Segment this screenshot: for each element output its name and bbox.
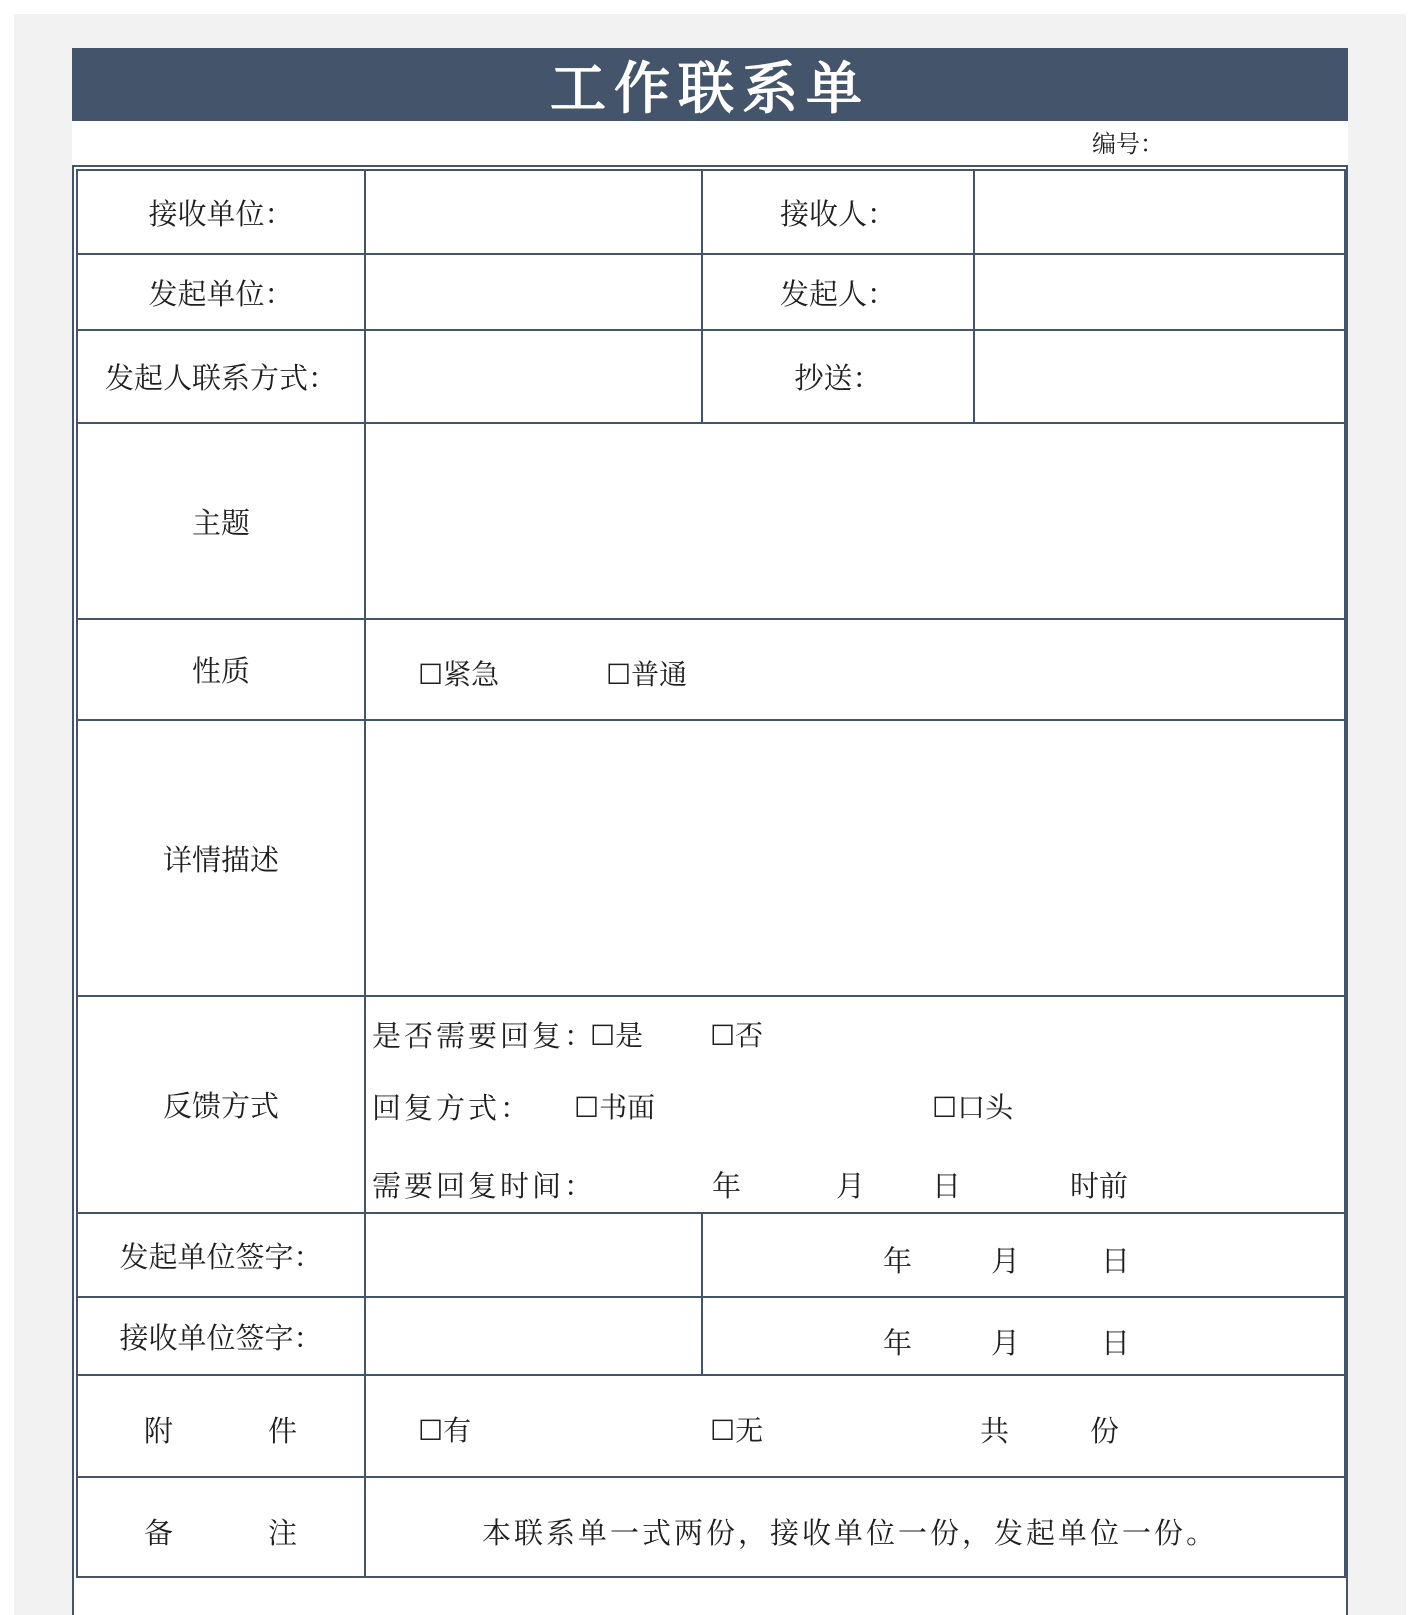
receiver-field[interactable] (974, 170, 1345, 254)
sender-contact-label: 发起人联系方式： (77, 330, 365, 423)
attachment-options (365, 1375, 1345, 1477)
nature-label: 性质 (77, 619, 365, 720)
attachment-total: 共 (980, 1414, 1010, 1448)
form-title: 工作联系单 (72, 48, 1348, 121)
row-receiver (77, 170, 1345, 254)
remark-label-2: 注 (268, 1516, 298, 1550)
row-attachment (77, 1375, 1345, 1477)
reply-time-before: 时前 (1070, 1169, 1129, 1203)
row-remark (77, 1477, 1345, 1577)
receiver-sign-month: 月 (991, 1326, 1021, 1360)
sender-contact-field[interactable] (365, 330, 702, 423)
row-nature (77, 619, 1345, 720)
receiver-sign-day: 日 (1101, 1326, 1131, 1360)
sender-sign-year: 年 (883, 1244, 913, 1278)
receiver-sign-year: 年 (883, 1326, 913, 1360)
reply-oral-checkbox[interactable]: ☐口头 (932, 1091, 1014, 1124)
receiver-label: 接收人： (702, 170, 974, 254)
row-receiver-sign (77, 1297, 1345, 1375)
receiver-sign-field[interactable] (365, 1297, 702, 1375)
attachment-no-checkbox[interactable]: ☐无 (710, 1414, 764, 1447)
form-table (76, 169, 1346, 1578)
nature-urgent-checkbox[interactable]: ☐紧急 (418, 658, 500, 691)
number-label: 编号： (1092, 130, 1164, 158)
sender-unit-label: 发起单位： (77, 254, 365, 330)
receiver-unit-label: 接收单位： (77, 170, 365, 254)
attachment-label-1: 附 (144, 1414, 174, 1448)
remark-label-1: 备 (144, 1516, 174, 1550)
detail-label: 详情描述 (77, 720, 365, 996)
remark-label (77, 1477, 365, 1577)
receiver-sign-date (702, 1297, 1345, 1375)
need-reply-label: 是否需要回复： (372, 1019, 597, 1053)
cc-label: 抄送： (702, 330, 974, 423)
sender-field[interactable] (974, 254, 1345, 330)
feedback-options (365, 996, 1345, 1213)
row-subject (77, 423, 1345, 619)
cc-field[interactable] (974, 330, 1345, 423)
attachment-copies: 份 (1090, 1414, 1120, 1448)
feedback-label: 反馈方式 (77, 996, 365, 1213)
row-detail (77, 720, 1345, 996)
remark-text: 本联系单一式两份，接收单位一份，发起单位一份。 (482, 1516, 1219, 1550)
sender-sign-month: 月 (991, 1244, 1021, 1278)
reply-time-label: 需要回复时间： (372, 1169, 597, 1203)
row-contact (77, 330, 1345, 423)
sender-label: 发起人： (702, 254, 974, 330)
nature-normal-checkbox[interactable]: ☐普通 (606, 658, 688, 691)
sender-sign-field[interactable] (365, 1213, 702, 1297)
work-contact-form (72, 48, 1348, 1615)
reply-time-year: 年 (712, 1169, 742, 1203)
nature-options (365, 619, 1345, 720)
attachment-yes-checkbox[interactable]: ☐有 (418, 1414, 472, 1447)
reply-time-day: 日 (932, 1169, 962, 1203)
receiver-sign-label: 接收单位签字： (77, 1297, 365, 1375)
subject-field[interactable] (365, 423, 1345, 619)
sender-unit-field[interactable] (365, 254, 702, 330)
subject-label: 主题 (77, 423, 365, 619)
sender-sign-date (702, 1213, 1345, 1297)
reply-method-label: 回复方式： (372, 1091, 533, 1125)
form-frame (72, 165, 1348, 1615)
sender-sign-label: 发起单位签字： (77, 1213, 365, 1297)
attachment-label (77, 1375, 365, 1477)
need-reply-no-checkbox[interactable]: ☐否 (710, 1019, 764, 1052)
sender-sign-day: 日 (1101, 1244, 1131, 1278)
reply-time-month: 月 (836, 1169, 866, 1203)
row-sender-sign (77, 1213, 1345, 1297)
attachment-label-2: 件 (268, 1414, 298, 1448)
remark-text-cell (365, 1477, 1345, 1577)
reply-written-checkbox[interactable]: ☐书面 (574, 1091, 656, 1124)
row-sender (77, 254, 1345, 330)
need-reply-yes-checkbox[interactable]: ☐是 (590, 1019, 644, 1052)
row-feedback (77, 996, 1345, 1213)
receiver-unit-field[interactable] (365, 170, 702, 254)
detail-field[interactable] (365, 720, 1345, 996)
